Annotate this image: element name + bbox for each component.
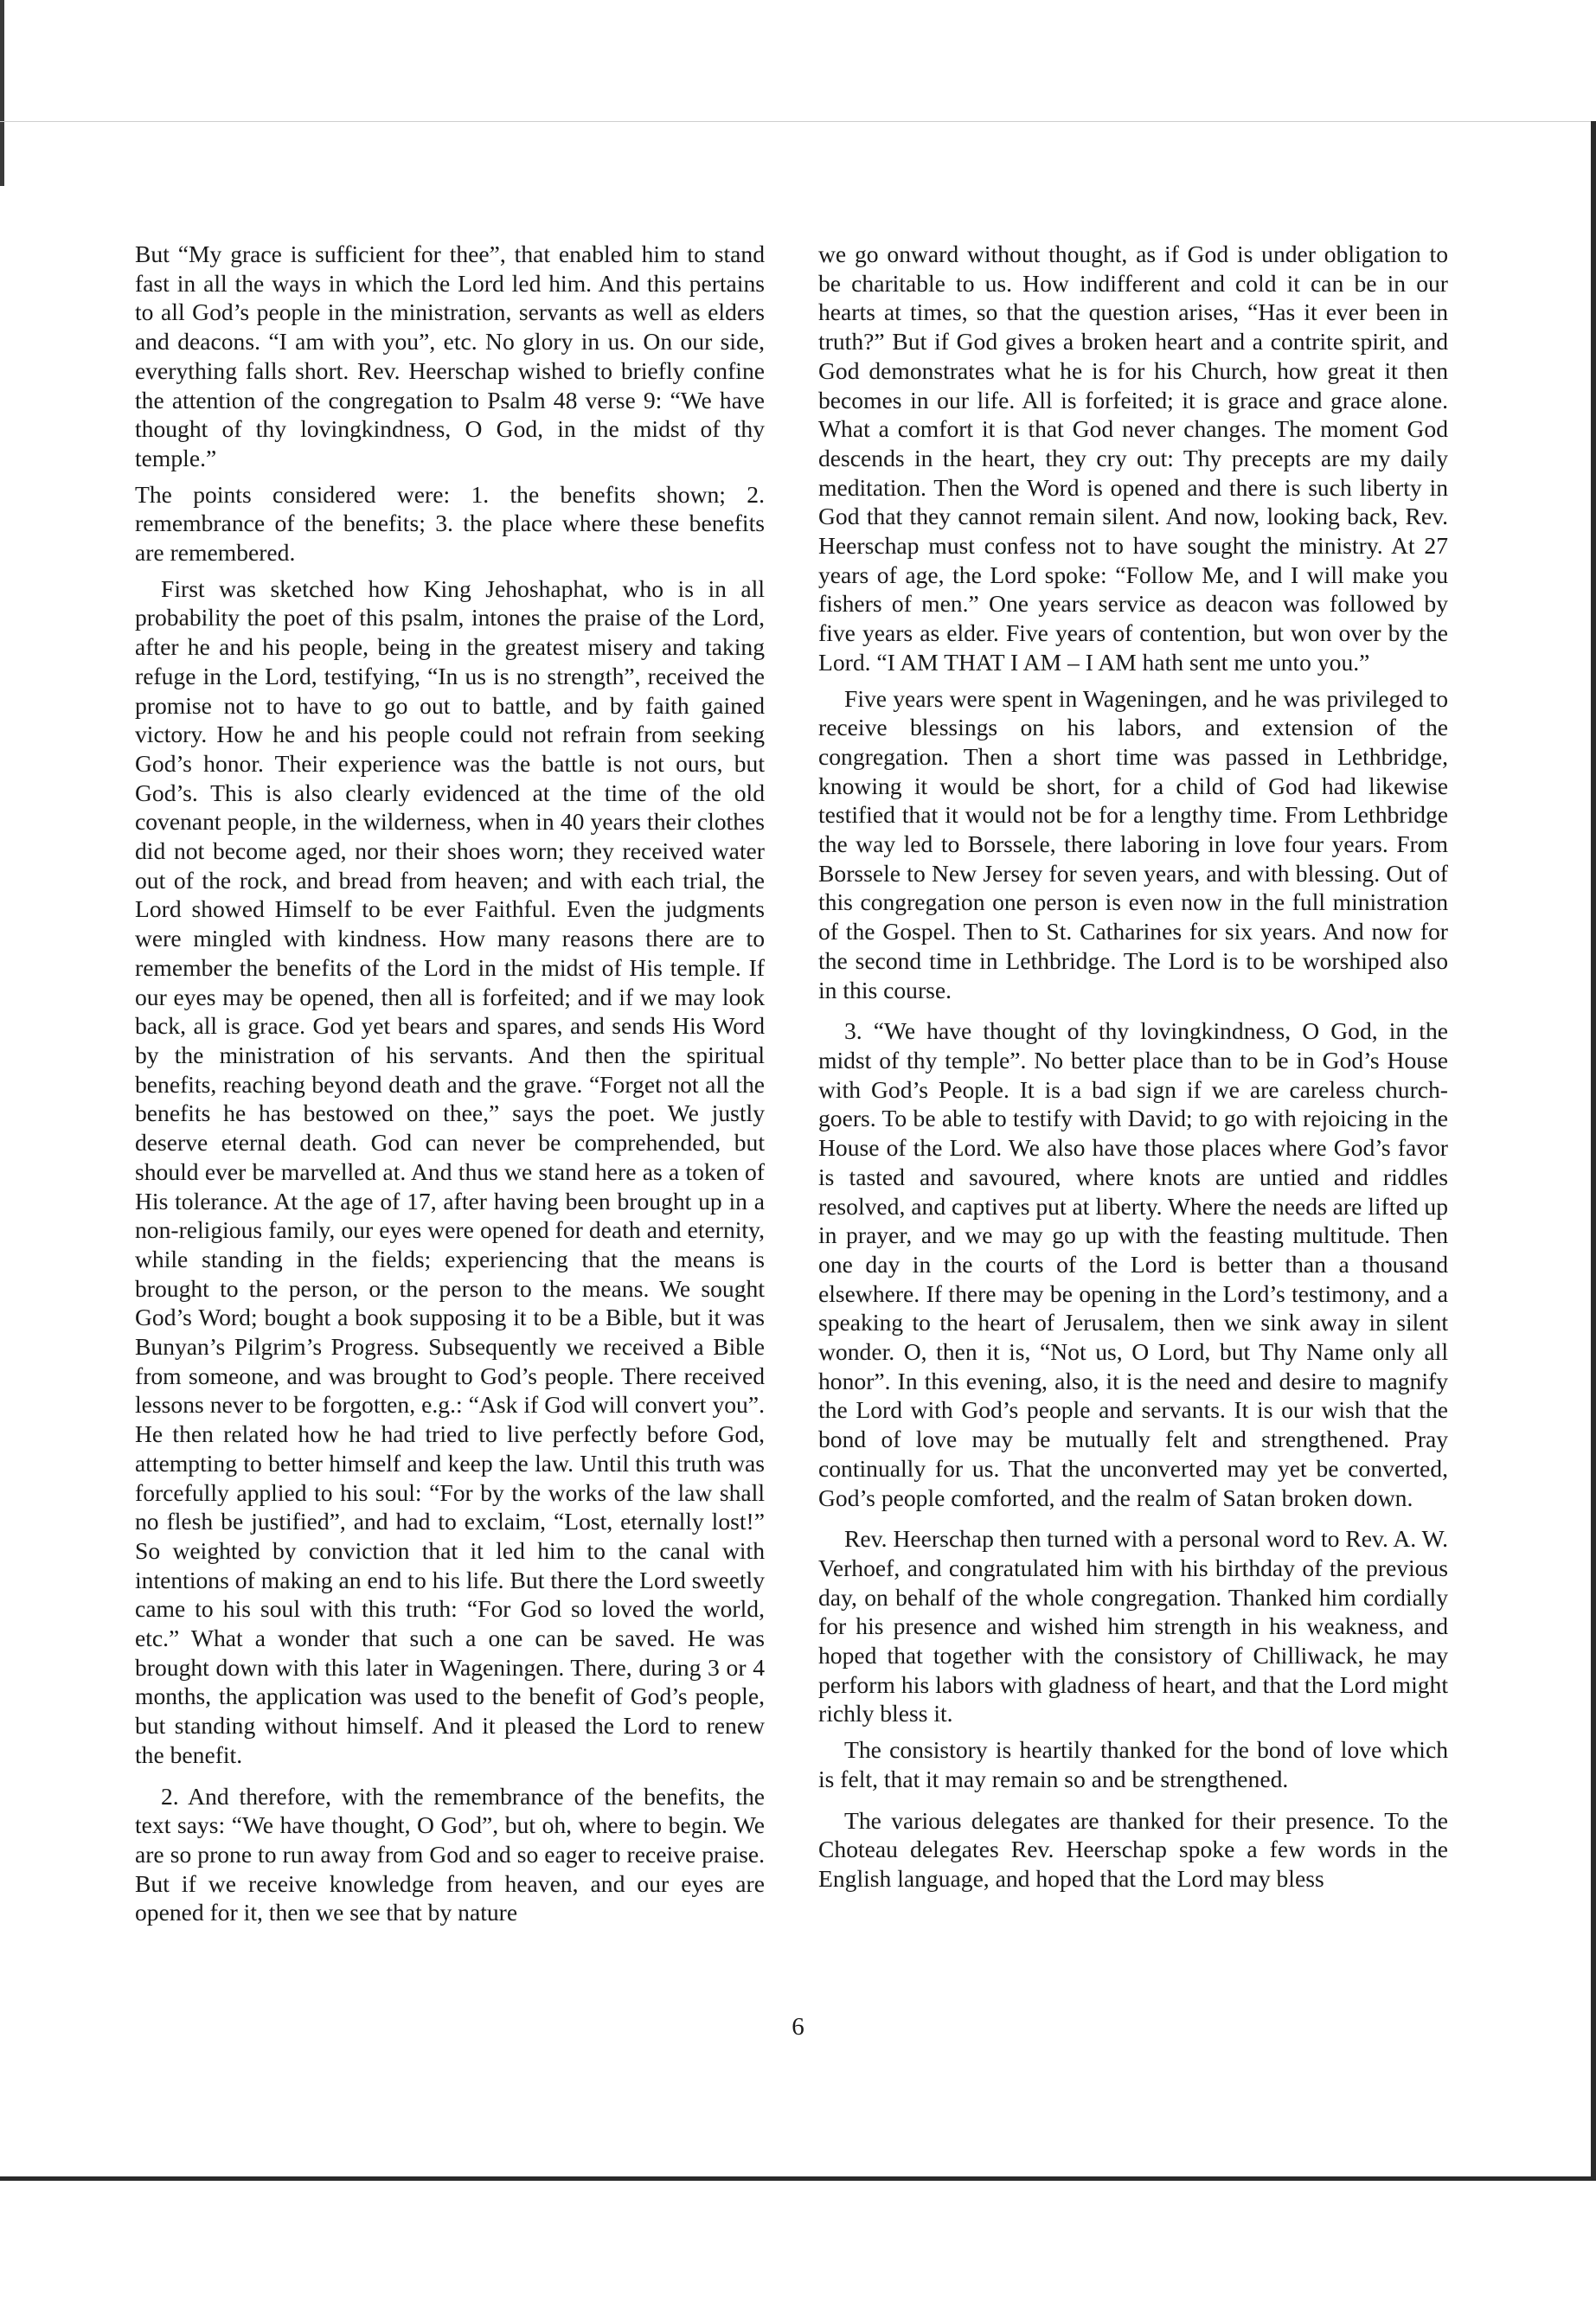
right-paragraph-6: The various delegates are thanked for their presence. To the Choteau delegates Rev. Heerschap spoke a few words in the English language, and hoped that the Lord may bless <box>818 1806 1448 1892</box>
scan-right-edge <box>1591 121 1596 2180</box>
right-paragraph-4: Rev. Heerschap then turned with a personal word to Rev. A. W. Verhoef, and congratulated him with his birthday of the previous day, on behalf of the whole congregation. Thanked him cordially for his presence and wished him strength in his weakness, and hoped that together with the consistory of Chilliwack, he may perform his labors with gladness of heart, and that the Lord might richly bless it. <box>818 1525 1448 1727</box>
left-paragraph-1: But “My grace is sufficient for thee”, that enabled him to stand fast in all the ways in which the Lord led him. And this pertains to all God’s people in the ministration, servants as well as elders and deacons. “I am with you”, etc. No glory in us. On our side, everything falls short. Rev. Heerschap wished to briefly confine the attention of the congregation to Psalm 48 verse 9: “We have thought of thy lovingkindness, O God, in the midst of thy temple.” <box>135 240 765 471</box>
right-paragraph-5: The consistory is heartily thanked for the bond of love which is felt, that it may remain so and be strengthened. <box>818 1736 1448 1792</box>
right-column <box>818 240 1448 1900</box>
left-column <box>135 240 765 1934</box>
right-paragraph-3: 3. “We have thought of thy lovingkindness, O God, in the midst of thy temple”. No better place than to be in God’s House with God’s People. It is a bad sign if we are careless church-goers. To be able to testify with David; to go with rejoicing in the House of the Lord. We also have those places where God’s favor is tasted and savoured, where knots are untied and riddles resolved, and captives put at liberty. Where the needs are lifted up in prayer, and we may go up with the feasting multitude. Then one day in the courts of the Lord is better than a thousand elsewhere. If there may be opening in the Lord’s testimony, and a speaking to the heart of Jerusalem, then we sink away in silent wonder. O, then it is, “Not us, O Lord, but Thy Name only all honor”. In this evening, also, it is the need and desire to magnify the Lord with God’s people and servants. It is our wish that the bond of love may be mutually felt and strengthened. Pray continually for us. That the unconverted may yet be converted, God’s people comforted, and the realm of Satan broken down. <box>818 1017 1448 1511</box>
left-paragraph-4: 2. And therefore, with the remembrance of the benefits, the text says: “We have thought, O God”, but oh, where to begin. We are so prone to run away from God and so eager to receive praise. But if we receive knowledge from heaven, and our eyes are opened for it, then we see that by nature <box>135 1782 765 1926</box>
left-paragraph-3: First was sketched how King Jehoshaphat, who is in all probability the poet of this psalm, intones the praise of the Lord, after he and his people, being in the greatest misery and taking refuge in the Lord, testifying, “In us is no strength”, received the promise not to have to go out to battle, and by faith gained victory. How he and his people could not refrain from seeking God’s honor. Their experience was the battle is not ours, but God’s. This is also clearly evidenced at the time of the old covenant people, in the wilderness, when in 40 years their clothes did not become aged, nor their shoes worn; they received water out of the rock, and bread from heaven; and with each trial, the Lord showed Himself to be ever Faithful. Even the judgments were mingled with kindness. How many reasons there are to remember the benefits of the Lord in the midst of His temple. If our eyes may be opened, then all is forfeited; and if we may look back, all is grace. God yet bears and spares, and sends His Word by the ministration of his servants. And then the spiritual benefits, reaching beyond death and the grave. “Forget not all the benefits he has bestowed on thee,” says the poet. We justly deserve eternal death. God can never be comprehended, but should ever be marvelled at. And thus we stand here as a token of His tolerance. At the age of 17, after having been brought up in a non-religious family, our eyes were opened for death and eternity, while standing in the fields; experiencing that the means is brought to the person, or the person to the means. We sought God’s Word; bought a book supposing it to be a Bible, but it was Bunyan’s Pilgrim’s Progress. Subsequently we received a Bible from someone, and was brought to God’s people. There received lessons never to be forgotten, e.g.: “Ask if God will convert you”. He then related how he had tried to live perfectly before God, attempting to better himself and keep the law. Until this truth was forcefully applied to his soul: “For by the works of the law shall no flesh be justified”, and had to exclaim, “Lost, eternally lost!” So weighted by conviction that it led him to the canal with intentions of making an end to his life. But there the Lord sweetly came to his soul with this truth: “For God so loved the world, etc.” What a wonder that such a one can be saved. He was brought down with this later in Wageningen. There, during 3 or 4 months, the application was used to the benefit of God’s people, but standing without himself. And it pleased the Lord to renew the benefit. <box>135 574 765 1768</box>
scan-top-line <box>0 121 1596 122</box>
right-paragraph-2: Five years were spent in Wageningen, and he was privileged to receive blessings on his labors, and extension of the congregation. Then a short time was passed in Lethbridge, knowing it would be short, for a child of God had likewise testified that it would not be for a lengthy time. From Lethbridge the way led to Borssele, there laboring in love four years. From Borssele to New Jersey for seven years, and with blessing. Out of this congregation one person is even now in the full ministration of the Gospel. Then to St. Catharines for six years. And now for the second time in Lethbridge. The Lord is to be worshiped also in this course. <box>818 684 1448 1003</box>
scan-left-edge <box>0 0 4 186</box>
page-number: 6 <box>792 2013 804 2041</box>
right-paragraph-1: we go onward without thought, as if God is under obligation to be charitable to us. How indifferent and cold it can be in our hearts at times, so that the question arises, “Has it ever been in truth?” But if God gives a broken heart and a contrite spirit, and God demonstrates what he is for his Church, how great it then becomes in our life. All is forfeited; it is grace and grace alone. What a comfort it is that God never changes. The moment God descends in the heart, they cry out: Thy precepts are my daily meditation. Then the Word is opened and there is such liberty in God that they cannot remain silent. And now, looking back, Rev. Heerschap must confess not to have sought the ministry. At 27 years of age, the Lord spoke: “Follow Me, and I will make you fishers of men.” One years service as deacon was followed by five years as elder. Five years of contention, but won over by the Lord. “I AM THAT I AM – I AM hath sent me unto you.” <box>818 240 1448 676</box>
left-paragraph-2: The points considered were: 1. the benefits shown; 2. remembrance of the benefits; 3. the place where these benefits are remembered. <box>135 480 765 567</box>
scan-bottom-line <box>0 2176 1596 2181</box>
